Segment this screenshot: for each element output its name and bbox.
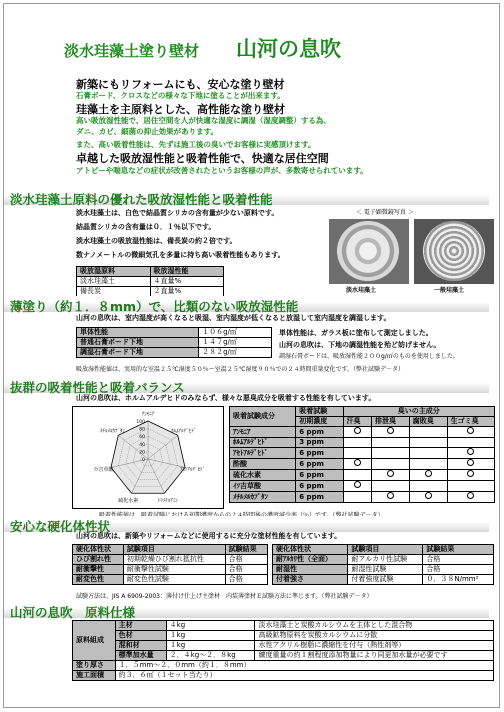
spec-sheet: [3, 3, 500, 708]
table-cell: 水性アクリル樹脂に濃縮性を付与（熱性剤等）: [255, 641, 494, 651]
table-cell: 6 ppm: [296, 448, 343, 459]
table-cell: [447, 459, 494, 470]
table-cell: 合格: [225, 575, 267, 585]
table-cell: 耐変色性試験: [123, 575, 225, 585]
radar-chart: [72, 406, 224, 509]
radar-tick: 80: [139, 427, 145, 433]
table-cell: 臭いの主成分: [343, 407, 494, 417]
table-cell: 酢酸: [230, 459, 296, 470]
table-cell: ｲｿ吉草酸: [230, 481, 296, 492]
table-cell: 耐湿性: [273, 565, 348, 575]
intro-text-2: 高い吸放湿性能で、居住空間を人が快適な湿度に調湿（湿度調整）する為、: [76, 116, 331, 125]
sec4-text-1: 山河の息吹は、新築やリフォームなどに使用するに充分な塗材性能を有しています。: [76, 532, 342, 540]
table-cell: 耐変色性: [73, 575, 124, 585]
table-cell: [343, 438, 371, 448]
table-cell: ０．３８N/mm²: [423, 575, 494, 585]
table-cell: 合格: [225, 555, 267, 565]
sec2-right-1: 単体性能は、ガラス板に塗布して測定しました。: [279, 329, 433, 337]
radar-svg: [73, 407, 223, 508]
sec1-text-3: 淡水珪藻土の吸放湿性能は、備長炭の約２倍です。: [76, 237, 237, 245]
table-cell: １４７g/㎡: [199, 338, 272, 348]
circle-mark-icon: [354, 427, 361, 434]
radar-label: ﾒﾁﾙﾒﾙｶﾌﾟﾀﾝ: [99, 428, 125, 435]
table-cell: 排泄臭: [371, 417, 409, 427]
table-cell: 試験結果: [225, 545, 267, 555]
table-cell: 色材: [115, 631, 166, 641]
table-cell: ﾒﾁﾙﾒﾙｶﾌﾟﾀﾝ: [230, 492, 296, 503]
circle-mark-icon: [387, 492, 394, 499]
table-cell: 6 ppm: [296, 492, 343, 503]
table-cell: 主材: [115, 621, 166, 631]
table-cell: 6 ppm: [296, 427, 343, 438]
section-title-5: 山河の息吹 原料仕様: [10, 605, 136, 620]
table-cell: ４直量%: [150, 277, 224, 287]
radar-tick: 100: [136, 420, 145, 425]
table-cell: 吸着試験成分: [230, 407, 296, 427]
circle-mark-icon: [425, 492, 432, 499]
table-cell: ｱｾﾄｱﾙﾃﾞﾋﾄﾞ: [230, 448, 296, 459]
sec2-right-2: 山河の息吹は、下地の調湿性能を殆ど妨げません。: [279, 341, 441, 349]
table-cell: 付着強度試験: [348, 575, 423, 585]
table-cell: [343, 427, 371, 438]
sec1-table: [76, 266, 224, 297]
sec3-text-1: 山河の息吹は、ホルムアルデヒドのみならず、様々な悪臭成分を吸着する性能を有しています。: [76, 394, 376, 402]
table-cell: ﾎﾙﾑｱﾙﾃﾞﾋﾄﾞ: [230, 438, 296, 448]
sec5-table: [72, 620, 494, 681]
table-cell: [447, 427, 494, 438]
table-cell: １．５mm～２．０mm（約１．８mm）: [115, 661, 493, 671]
table-cell: [371, 481, 409, 492]
intro-headline-2: 珪藻土を主原料とした、高性能な塗り壁材: [76, 103, 285, 116]
table-cell: 吸放湿原料: [77, 267, 151, 277]
sec1-text-4: 数ナノメートルの微細気孔を多量に持ち高い吸着性能もあります。: [76, 251, 285, 259]
table-row: [230, 459, 495, 470]
table-cell: 3 ppm: [296, 438, 343, 448]
table-cell: [343, 492, 371, 503]
table-cell: [409, 427, 447, 438]
table-cell: 吸放湿性能: [150, 267, 224, 277]
section-header-1: [4, 189, 489, 205]
table-row: [230, 481, 495, 492]
table-cell: 合格: [423, 565, 494, 575]
table-cell: [343, 481, 371, 492]
section-title-4: 安心な硬化体性状: [10, 519, 111, 534]
table-cell: 試験項目: [348, 545, 423, 555]
table-cell: [447, 438, 494, 448]
product-name: 山河の息吹: [236, 37, 341, 61]
table-cell: 試験結果: [423, 545, 494, 555]
table-cell: [447, 470, 494, 481]
table-cell: [343, 459, 371, 470]
circle-mark-icon: [425, 470, 432, 477]
circle-mark-icon: [467, 459, 474, 466]
circle-mark-icon: [467, 492, 474, 499]
table-cell: [343, 470, 371, 481]
intro-text-4: また、高い吸着性能は、先ずは施工後の臭いでお客様に実感頂けます。: [76, 140, 316, 149]
table-row: [230, 438, 495, 448]
table-cell: 耐ｱﾙｶﾘ性（全面）: [273, 555, 348, 565]
photo-label-1: 淡水珪藻土: [346, 287, 377, 294]
table-cell: １kg: [166, 641, 255, 651]
circle-mark-icon: [467, 427, 474, 434]
table-cell: [409, 448, 447, 459]
table-cell: 原料組成: [73, 621, 116, 661]
table-cell: 耐衝撃性試験: [123, 565, 225, 575]
subtitle: 淡水珪藻土塗り壁材: [64, 42, 200, 60]
intro-headline-3: 卓越した吸放湿性能と吸着性能で、快適な居住空間: [76, 152, 329, 165]
table-cell: 付着強さ: [273, 575, 348, 585]
table-cell: [447, 492, 494, 503]
section-header-4: [4, 516, 489, 532]
sec2-text-1: 山河の息吹は、室内湿度が高くなると吸湿、室内湿度が低くなると放湿して室内湿度を調湿します。: [76, 314, 391, 322]
table-cell: １０６g/㎡: [199, 328, 272, 338]
section-header-5: [4, 602, 489, 618]
table-cell: ｱﾝﾓﾆｱ: [230, 427, 296, 438]
table-cell: [371, 438, 409, 448]
sec1-text-1: 淡水珪藻土は、白色で結晶質シリカの含有量が少ない原料です。: [76, 209, 279, 217]
intro-text-1: 石膏ボード、クロスなどの様々な下地に塗ることが出来ます。: [76, 91, 285, 100]
table-cell: 淡水珪藻土と炭酸カルシウムを主体とした混合物: [255, 621, 494, 631]
sec2-note: 吸放湿性能値は、実用的な室温２５℃湿度５０％～室温２５℃湿度９０％での２４時間重量変化です。（弊社試験デ－タ）: [76, 366, 404, 373]
table-cell: ２．４kg～２．８kg: [166, 651, 255, 661]
table-cell: [409, 459, 447, 470]
table-cell: 高級鉱物原料を炭酸カルシウムに分散: [255, 631, 494, 641]
intro-headline-1: 新築にもリフォームにも、安心な塗り壁材: [76, 78, 285, 91]
table-cell: 標準加水量: [115, 651, 166, 661]
table-cell: ４kg: [166, 621, 255, 631]
table-cell: 単体性能: [77, 328, 199, 338]
table-cell: 試験項目: [123, 545, 225, 555]
table-cell: [371, 427, 409, 438]
radar-label: 硫化水素: [118, 498, 139, 505]
table-cell: [371, 459, 409, 470]
photo-label-2: 一般珪藻土: [434, 287, 465, 294]
section-header-3: [4, 377, 489, 393]
table-cell: 吸着試験: [296, 407, 343, 417]
section-header-2: [4, 296, 489, 312]
table-cell: 初期濃度: [296, 417, 343, 427]
table-cell: 耐湿性試験: [348, 565, 423, 575]
table-cell: 汗臭: [343, 417, 371, 427]
circle-mark-icon: [467, 448, 474, 455]
radar-label: ｲｿ吉草酸: [93, 467, 114, 474]
radar-label: ｱﾝﾓﾆｱ: [141, 411, 155, 418]
radar-label: ｱｾﾄｱﾙﾃﾞﾋﾄﾞ: [179, 467, 205, 474]
table-cell: [409, 470, 447, 481]
table-cell: 生ゴミ臭: [447, 417, 494, 427]
section-title-3: 抜群の吸着性能と吸着バランス: [10, 380, 185, 395]
table-cell: 合格: [423, 555, 494, 565]
radar-label: ﾄﾘﾒﾁﾙｱﾐﾝ: [157, 498, 178, 505]
circle-mark-icon: [354, 481, 361, 488]
table-cell: [409, 492, 447, 503]
sec4-table-right: [272, 544, 494, 585]
table-cell: ひび割れ性: [73, 555, 124, 565]
micrograph-freshwater: [329, 219, 409, 284]
table-cell: 淡水珪藻土: [77, 277, 151, 287]
table-cell: 6 ppm: [296, 470, 343, 481]
table-cell: 普通石膏ボード下地: [77, 338, 199, 348]
circle-mark-icon: [387, 470, 394, 477]
table-row: [230, 470, 495, 481]
sec1-text-2: 結晶質シリカの含有量は０．１％以下です。: [76, 223, 216, 231]
table-row: [230, 492, 495, 503]
section-title-2: 薄塗り（約１．８mm）で、比類のない吸放湿性能: [10, 299, 299, 314]
micrograph-general: [414, 219, 494, 284]
table-cell: 耐衝撃性: [73, 565, 124, 575]
intro-text-5: アトピーや喘息などの症状が改善されたというお客様の声が、多数寄せられています。: [76, 166, 368, 175]
table-cell: 施工面積: [73, 671, 116, 681]
radar-tick: 40: [139, 442, 145, 448]
table-cell: [409, 438, 447, 448]
table-cell: [409, 481, 447, 492]
table-cell: 硬化体性状: [73, 545, 124, 555]
table-cell: １kg: [166, 631, 255, 641]
table-cell: 硬化体性状: [273, 545, 348, 555]
circle-mark-icon: [467, 470, 474, 477]
table-cell: 腐敗臭: [409, 417, 447, 427]
table-cell: 6 ppm: [296, 459, 343, 470]
photo-caption: ＜ 電子顕微鏡写真 ＞: [356, 209, 414, 216]
table-cell: [447, 481, 494, 492]
table-cell: ２直量%: [150, 287, 224, 297]
table-row: [230, 448, 495, 459]
table-cell: 6 ppm: [296, 481, 343, 492]
table-cell: 耐アルカリ性試験: [348, 555, 423, 565]
table-cell: 初期乾燥ひび割れ抵抗性: [123, 555, 225, 565]
radar-tick: 60: [139, 435, 145, 441]
table-cell: [371, 470, 409, 481]
table-cell: 約３．６㎡（１セット当たり）: [115, 671, 493, 681]
circle-mark-icon: [354, 459, 361, 466]
intro-text-3: ダニ、カビ、細菌の抑止効果があります。: [76, 127, 219, 136]
table-cell: 備長炭: [77, 287, 151, 297]
table-row: [230, 427, 495, 438]
table-cell: 調湿石膏ボード下地: [77, 348, 199, 358]
table-cell: 硫化水素: [230, 470, 296, 481]
radar-tick: 0: [142, 458, 145, 463]
sec4-note: 試験方法は、JIS A 6909-2003：薄付け仕上げ主塗材 内装薄塗材Ｅ試験方法に準じます。（弊社試験デ－タ）: [76, 593, 373, 600]
table-cell: 混和材: [115, 641, 166, 651]
table-cell: 合格: [225, 565, 267, 575]
table-cell: ２８２g/㎡: [199, 348, 272, 358]
sec3-table: [229, 406, 495, 503]
table-cell: [371, 448, 409, 459]
table-cell: 練度重量の約１割程度添加物量により同更加水量が必要です: [255, 651, 494, 661]
sec4-table-left: [72, 544, 268, 585]
table-cell: [343, 448, 371, 459]
table-cell: [371, 492, 409, 503]
sec2-table: [76, 327, 272, 358]
radar-label: ﾎﾙﾑｱﾙﾃﾞﾋﾄﾞ: [171, 428, 197, 435]
table-cell: [447, 448, 494, 459]
sec2-right-3: 調湿石膏ボードは、吸放湿性能２００g/㎡のものを使用しました。: [279, 353, 459, 360]
radar-tick: 20: [139, 450, 145, 456]
section-title-1: 淡水珪藻土原料の優れた吸放湿性能と吸着性能: [10, 192, 273, 207]
table-cell: 塗り厚さ: [73, 661, 116, 671]
circle-mark-icon: [387, 427, 394, 434]
